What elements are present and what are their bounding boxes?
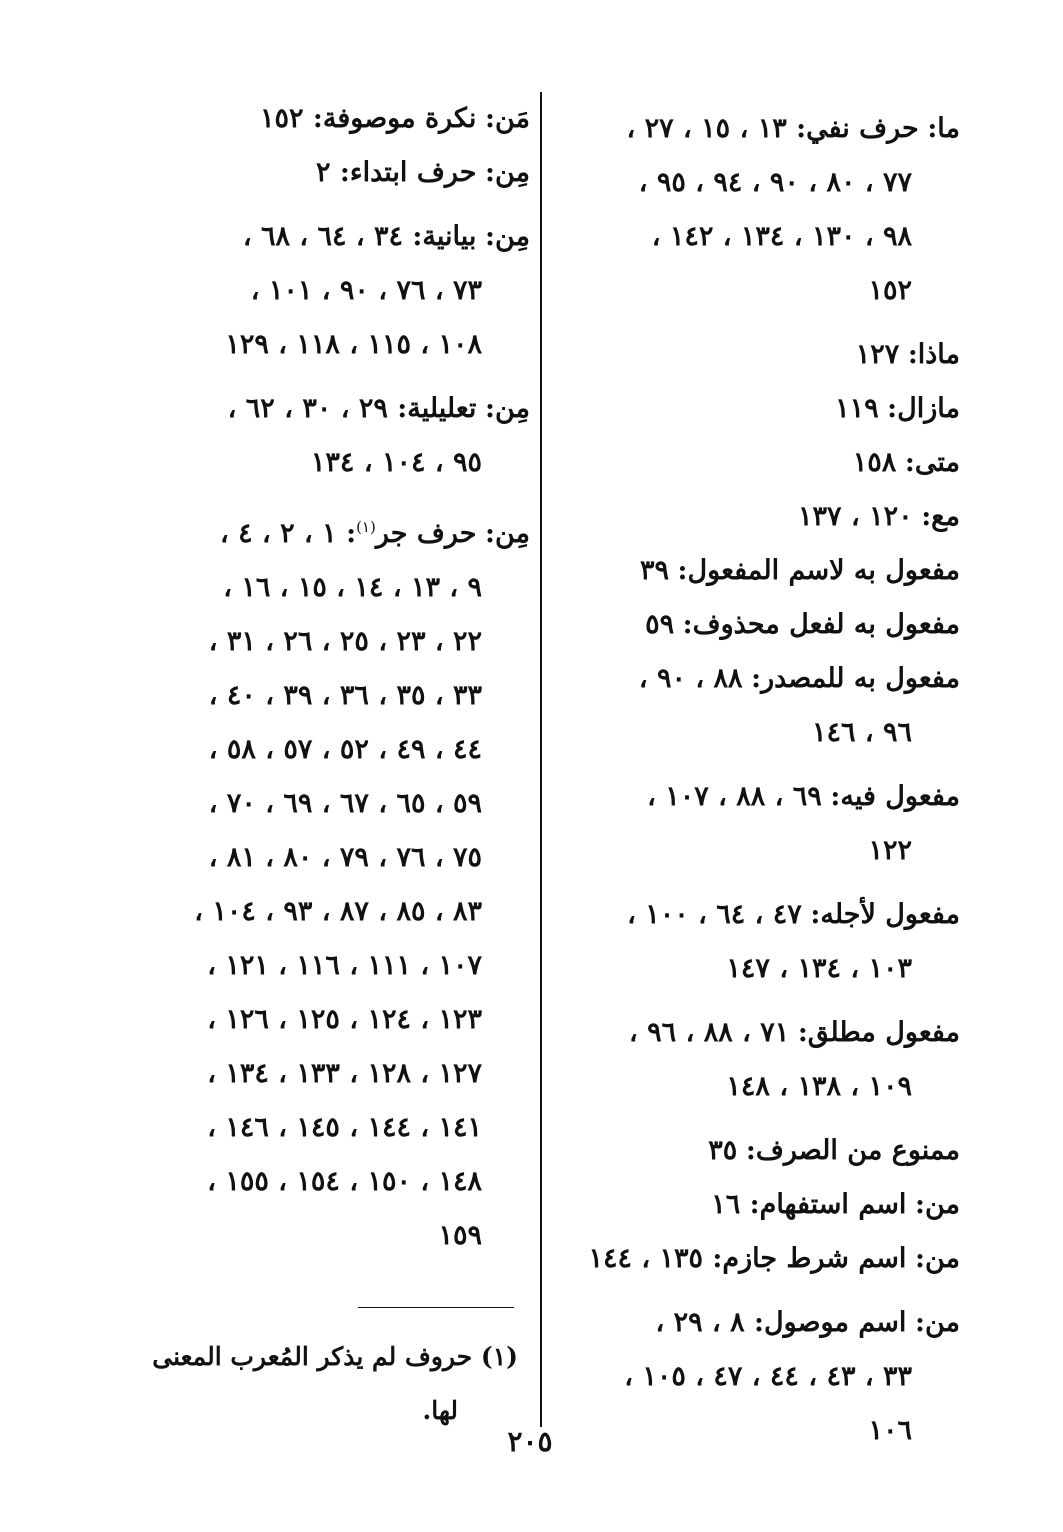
entry-text: ٧١ ، ٨٨ ، ٩٦ ، xyxy=(629,1017,790,1048)
entry-page-refs: ٩٦ ، ١٤٦ xyxy=(811,717,912,748)
entry-text: ١٢٠ ، ١٣٧ xyxy=(798,501,913,532)
index-entry xyxy=(120,146,530,200)
entry-text: ٨٨ ، ٩٠ ، xyxy=(638,663,743,694)
entry-term: من: xyxy=(915,1307,960,1338)
index-entry xyxy=(120,210,530,372)
entry-page-refs: ١٤٨ ، ١٥٠ ، ١٥٤ ، ١٥٥ ، xyxy=(207,1166,482,1197)
entry-term: ممنوع من الصرف: xyxy=(745,1135,960,1166)
footnote-marker: (١) xyxy=(356,518,376,536)
entry-page-refs: ١٢٢ xyxy=(868,835,912,866)
entry-page-refs: ٣٣ ، ٣٥ ، ٣٦ ، ٣٩ ، ٤٠ ، xyxy=(208,680,482,711)
entry-text-continued: : ١ ، ٢ ، ٤ ، xyxy=(219,518,357,549)
index-entry xyxy=(570,1232,960,1286)
entry-text: ٥٩ xyxy=(645,609,675,640)
index-entry xyxy=(570,770,960,878)
index-entry xyxy=(570,102,960,318)
footnote-line-2: لها. xyxy=(422,1396,458,1425)
index-column-right xyxy=(570,92,960,1458)
footnote-line-1: (١) حروف لم يذكر المُعرب المعنى xyxy=(152,1342,518,1371)
entry-page-refs: ٧٧ ، ٨٠ ، ٩٠ ، ٩٤ ، ٩٥ ، xyxy=(638,167,912,198)
entry-term: مع: xyxy=(921,501,960,532)
entry-page-refs: ٩٨ ، ١٣٠ ، ١٣٤ ، ١٤٢ ، xyxy=(651,221,912,252)
index-entry xyxy=(570,436,960,490)
entry-text: حرف نفي: ١٣ ، ١٥ ، ٢٧ ، xyxy=(626,113,919,144)
entry-text: حرف جر xyxy=(375,518,477,549)
entry-text: ٣٥ xyxy=(708,1135,738,1166)
entry-term: مِن: xyxy=(485,518,530,549)
entry-page-refs: ١٢٣ ، ١٢٤ ، ١٢٥ ، ١٢٦ ، xyxy=(207,1004,482,1035)
entry-term: مفعول به لاسم المفعول: xyxy=(677,555,960,586)
entry-text: حرف ابتداء: ٢ xyxy=(316,157,477,188)
index-entry xyxy=(570,1006,960,1114)
entry-page-refs: ١٠٩ ، ١٣٨ ، ١٤٨ xyxy=(726,1071,912,1102)
index-entry xyxy=(570,652,960,760)
entry-term: ما: xyxy=(927,113,960,144)
entry-text: اسم موصول: ٨ ، ٢٩ ، xyxy=(655,1307,907,1338)
footnote-rule xyxy=(358,1307,514,1308)
entry-page-refs: ٧٣ ، ٧٦ ، ٩٠ ، ١٠١ ، xyxy=(250,275,482,306)
entry-text: اسم استفهام: ١٦ xyxy=(711,1189,907,1220)
entry-page-refs: ٩ ، ١٣ ، ١٤ ، ١٥ ، ١٦ ، xyxy=(223,572,482,603)
index-entry xyxy=(120,382,530,490)
entry-page-refs: ٢٢ ، ٢٣ ، ٢٥ ، ٢٦ ، ٣١ ، xyxy=(208,626,482,657)
index-entry xyxy=(570,382,960,436)
entry-page-refs: ١٠٨ ، ١١٥ ، ١١٨ ، ١٢٩ xyxy=(225,329,482,360)
footnote xyxy=(120,1330,518,1438)
entry-term: من: xyxy=(915,1243,960,1274)
entry-term: مفعول فيه: xyxy=(830,781,960,812)
entry-page-refs: ١٠٣ ، ١٣٤ ، ١٤٧ xyxy=(726,953,912,984)
entry-text: اسم شرط جازم: ١٣٥ ، ١٤٤ xyxy=(588,1243,907,1274)
entry-page-refs: ٥٩ ، ٦٥ ، ٦٧ ، ٦٩ ، ٧٠ ، xyxy=(208,788,482,819)
page-number: ٢٠٥ xyxy=(507,1425,553,1458)
entry-text: ٤٧ ، ٦٤ ، ١٠٠ ، xyxy=(627,899,802,930)
entry-text: ١٥٨ xyxy=(852,447,897,478)
entry-page-refs: ١٤١ ، ١٤٤ ، ١٤٥ ، ١٤٦ ، xyxy=(207,1112,482,1143)
entry-term: مِن: xyxy=(485,393,530,424)
entry-term: مِن: xyxy=(485,157,530,188)
entry-text: نكرة موصوفة: ١٥٢ xyxy=(260,103,477,134)
entry-page-refs: ٨٣ ، ٨٥ ، ٨٧ ، ٩٣ ، ١٠٤ ، xyxy=(194,896,482,927)
entry-page-refs: ٩٥ ، ١٠٤ ، ١٣٤ xyxy=(310,447,482,478)
index-entry xyxy=(570,1124,960,1178)
entry-text: ٦٩ ، ٨٨ ، ١٠٧ ، xyxy=(647,781,822,812)
entry-text: ٣٩ xyxy=(639,555,669,586)
entry-text: ١٢٧ xyxy=(855,339,900,370)
entry-term: مفعول به للمصدر: xyxy=(751,663,960,694)
index-entry xyxy=(570,888,960,996)
index-column-left xyxy=(120,92,530,1263)
entry-term: مفعول به لفعل محذوف: xyxy=(682,609,960,640)
entry-page-refs: ١٢٧ ، ١٢٨ ، ١٣٣ ، ١٣٤ ، xyxy=(207,1058,482,1089)
index-entry xyxy=(120,500,530,1263)
entry-term: مازال: xyxy=(887,393,960,424)
entry-page-refs: ١٥٩ xyxy=(438,1220,482,1251)
entry-page-refs: ٣٣ ، ٤٣ ، ٤٤ ، ٤٧ ، ١٠٥ ، xyxy=(624,1361,912,1392)
entry-text: ١١٩ xyxy=(835,393,879,424)
index-entry xyxy=(120,92,530,146)
entry-term: ماذا: xyxy=(907,339,960,370)
index-entry xyxy=(570,1296,960,1458)
entry-page-refs: ١٠٦ xyxy=(868,1415,912,1446)
index-entry xyxy=(570,328,960,382)
entry-page-refs: ١٥٢ xyxy=(868,275,912,306)
index-entry xyxy=(570,490,960,544)
entry-term: من: xyxy=(915,1189,960,1220)
entry-term: متى: xyxy=(904,447,960,478)
entry-text: تعليلية: ٢٩ ، ٣٠ ، ٦٢ ، xyxy=(227,393,477,424)
entry-text: بيانية: ٣٤ ، ٦٤ ، ٦٨ ، xyxy=(242,221,477,252)
entry-page-refs: ١٠٧ ، ١١١ ، ١١٦ ، ١٢١ ، xyxy=(207,950,482,981)
entry-page-refs: ٤٤ ، ٤٩ ، ٥٢ ، ٥٧ ، ٥٨ ، xyxy=(208,734,482,765)
index-entry xyxy=(570,1178,960,1232)
entry-term: مِن: xyxy=(485,221,530,252)
entry-page-refs: ٧٥ ، ٧٦ ، ٧٩ ، ٨٠ ، ٨١ ، xyxy=(208,842,482,873)
index-entry xyxy=(570,598,960,652)
entry-term: مَن: xyxy=(485,103,530,134)
column-divider xyxy=(540,92,542,1427)
index-entry xyxy=(570,544,960,598)
entry-term: مفعول مطلق: xyxy=(797,1017,960,1048)
entry-term: مفعول لأجله: xyxy=(810,899,960,930)
